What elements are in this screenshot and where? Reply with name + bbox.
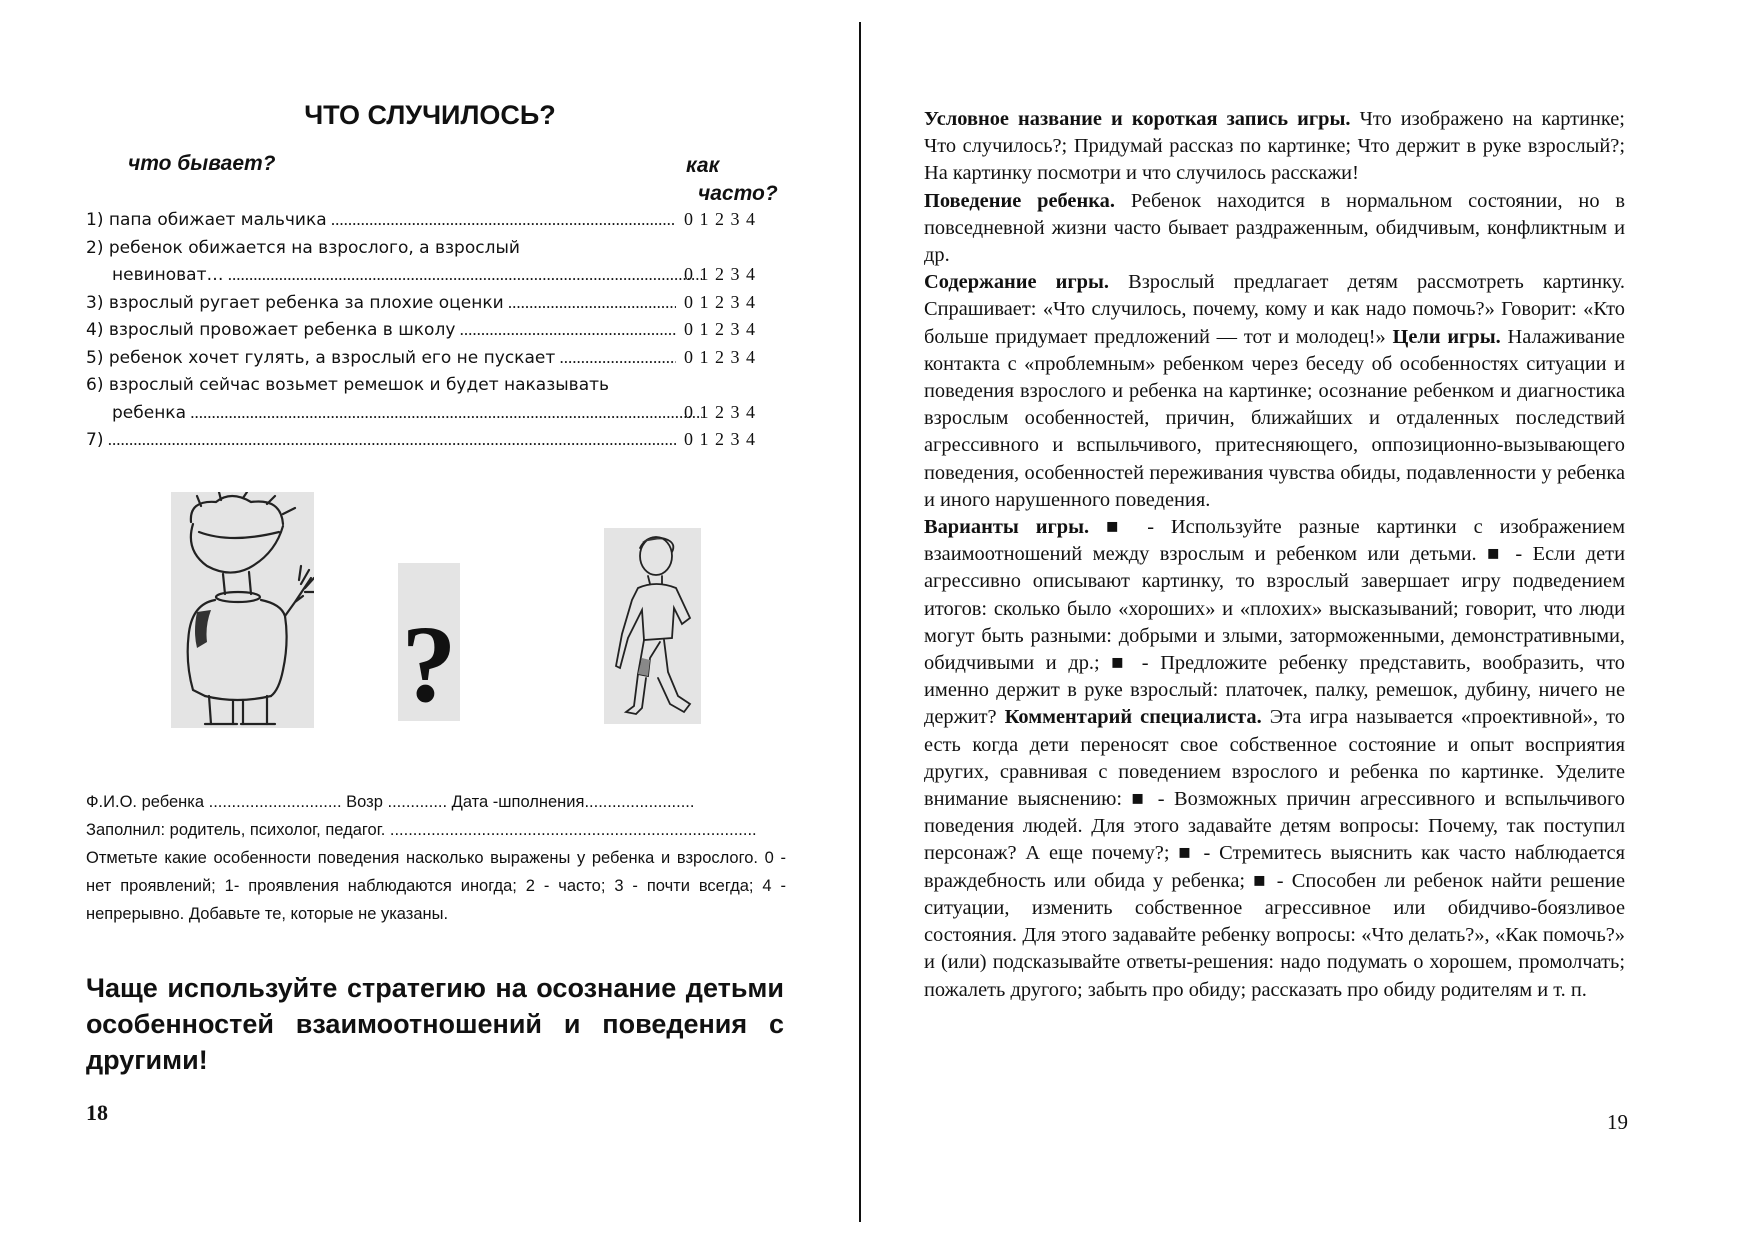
form-instructions: Отметьте какие особенности поведения насколько выражены у ребенка и взрослого. 0 - нет проявлений; 1- проявления наблюдаются иногда; 2 - часто; 3 - почти всегда; 4 - непрерывно. Добавьте те, которые не указаны. [86,849,786,923]
rating-scale: 0 1 2 3 4 [684,209,756,229]
question-mark-glyph: ? [401,603,457,721]
item-text: 5) ребенок хочет гулять, а взрослый его не пускает [86,347,556,368]
section-text: Налаживание контакта с «проблемным» ребенком через беседу об особенностях ситуации и поведения взрослого и ребенка на картинке; осознание ребенком и диагностика взрослым особенностей, причин, ближайших и отдаленных последствий агрессивного и вспыльчивого, притесняющего, оппозиционно-вызывающего поведения, особенностей переживания чувства обиды, подавленности у ребенка и иного нарушенного поведения. [924,325,1625,511]
item-text: 2) ребенок обижается на взрослого, а взрослый [86,237,520,258]
list-item [86,234,786,262]
list-item [86,206,786,234]
item-text: 6) взрослый сейчас возьмет ремешок и будет наказывать [86,375,610,395]
section-text: Эта игра называется «проективной», то есть когда дети переносят свое собственное состояние и опыт восприятия других, сравнивая с поведением взрослого и ребенка по картинке. Уделите внимание выяснению: ■ - Возможных причин агрессивного и вспыльчивого поведения людей. Для этого задавайте детям вопросы: Почему, так поступил персонаж? А еще почему?; ■ - Стремитесь выяснить как часто наблюдается враждебность или обида у ребенка; ■ - Способен ли ребенок найти решение ситуации, изменить собственное агрессивное или обидчиво-боязливое состояния. Для этого задавайте ребенку вопросы: «Что делать?», «Как помочь?» и (или) подсказывайте ответы-решения: надо подумать о хорошем, промолчать; пожалеть другого; забыть про обиду; рассказать про обиду родителям и т. п. [924,706,1625,1001]
question-mark-illustration [398,563,460,721]
item-text: ребенка [112,402,186,423]
page-number-left: 18 [86,1100,108,1125]
rating-scale: 0 1 2 3 4 [684,346,756,367]
item-text: 1) папа обижает мальчика [86,210,327,230]
section-heading: Варианты игры. [924,516,1090,539]
adult-figure-illustration [171,492,314,728]
list-item [86,316,786,344]
list-item [86,289,786,317]
page-number-right: 19 [1607,1110,1628,1134]
rating-scale: 0 1 2 3 4 [684,264,756,284]
item-text: невиноват… [112,265,224,285]
section-text: Что изображено на картинке; Что случилось?; Придумай рассказ по картинке; Что держит в руке взрослый?; На картинку посмотри и что случилось расскажи! [924,108,1625,185]
list-item [86,371,786,399]
rating-scale: 0 1 2 3 4 [684,291,756,312]
list-item [86,399,786,427]
paragraph-game-content [924,269,1625,514]
form-line-filled-by: Заполнил: родитель, психолог, педагог. ................................................................................ [86,821,757,839]
section-heading: Содержание игры. [924,271,1110,294]
right-page [861,0,1754,1240]
behavior-list [86,206,786,454]
section-heading: Условное название и короткая запись игры. [924,108,1351,130]
item-text: 7) [86,430,104,450]
column-header-what: что бывает? [128,152,276,175]
section-heading: Комментарий специалиста. [1004,706,1262,729]
section-text: Взрослый предлагает детям рассмотреть картинку. Спрашивает: «Что случилось, почему, кому и как надо помочь?» Говорит: «Кто больше придумает предложений — тот и молодец!» [924,271,1626,348]
section-text: ■ - Используйте разные картинки с изображением взаимоотношений между взрослым и ребенком или детьми. ■ - Если дети агрессивно описывают картинку, то взрослый завершает игру подведением итогов: сколько было «хороших» и «плохих» высказываний; говорит, что люди могут быть разными: добрыми и злыми, заторможенными, демонстративными, обидчивыми и др.; ■ - Предложите ребенку представить, вообразить, что именно держит в руке взрослый: платочек, палку, ремешок, дубину, ничего не держит? [924,516,1625,729]
page-title: ЧТО СЛУЧИЛОСЬ? [304,100,556,130]
section-heading: Поведение ребенка. [924,189,1115,212]
section-heading: Цели игры. [1392,325,1501,348]
game-description [924,106,1625,1004]
paragraph-game-variants [924,514,1625,1004]
column-header-how-often [686,152,796,208]
list-item [86,344,786,372]
column-header-how-line1: как [686,154,720,177]
list-item [86,426,786,454]
rating-scale: 0 1 2 3 4 [684,319,756,339]
paragraph-title-and-record [924,106,1625,188]
list-item [86,261,786,289]
item-text: 3) взрослый ругает ребенка за плохие оценки [86,292,504,313]
column-header-how-line2: часто? [698,182,778,205]
form-line-name-age-date: Ф.И.О. ребенка ............................. Возр ............. Дата -шполнения........................ [86,793,695,811]
rating-scale: 0 1 2 3 4 [684,429,756,449]
rating-scale: 0 1 2 3 4 [684,401,756,422]
left-page [0,0,859,1240]
questionnaire-form-notes [86,788,786,928]
paragraph-child-behavior [924,188,1625,270]
section-text: Ребенок находится в нормальном состоянии, но в повседневной жизни часто бывает раздраженным, обидчивым, конфликтным и др. [924,189,1626,267]
item-text: 4) взрослый провожает ребенка в школу [86,320,456,340]
child-figure-illustration [604,528,701,724]
slogan-heading: Чаще используйте стратегию на осознание детьми особенностей взаимоотношений и поведения с другими! [86,973,784,1075]
